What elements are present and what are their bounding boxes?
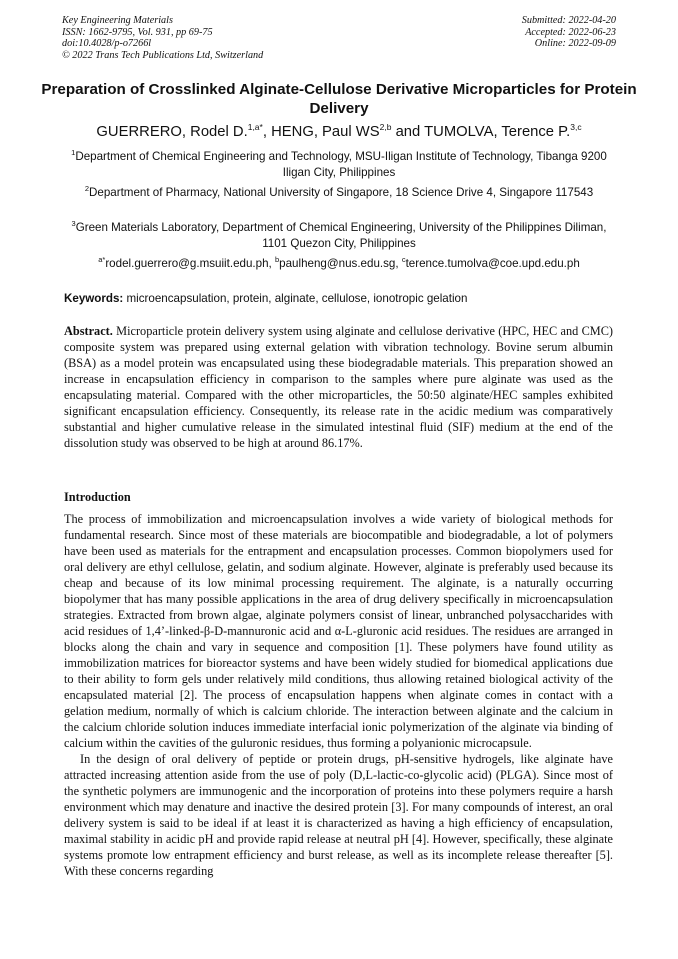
journal-name: Key Engineering Materials [62, 15, 173, 26]
affiliation-text: Department of Chemical Engineering and Technology, MSU-Iligan Institute of Technology, Tibanga 9200 Iligan City, Philippines [75, 150, 607, 179]
affiliation-number: 3 [71, 219, 76, 229]
keywords-line [64, 291, 616, 307]
abstract-text: Microparticle protein delivery system using alginate and cellulose derivative (HPC, HEC and CMC) composite system was prepared using external gelation with vibration technology. Bovine serum albumin (BSA) as a model protein was encapsulated using these biodegradable materials. This preparation showed an increase in encapsulation efficiency in comparison to the samples where pure alginate was used as the encapsulating material. Compared with the other microparticles, the 50:50 alginate/HEC samples exhibited significant encapsulation efficiency. Consequently, its release rate in the acidic medium was comparatively substantial and higher cumulative release in the simulated intestinal fluid (SIF) medium at the end of the dissolution study was observed to be high at around 86.17%. [64, 324, 614, 451]
affiliation-number: 2 [84, 184, 89, 194]
journal-copyright: © 2022 Trans Tech Publications Ltd, Switzerland [62, 49, 264, 61]
email-link[interactable]: terence.tumolva@coe.upd.edu.ph [405, 257, 580, 270]
date-submitted: Submitted: 2022-04-20 [521, 15, 616, 26]
email-superscript: c [401, 255, 406, 265]
email-separator: , [395, 257, 402, 270]
paper-title: Preparation of Crosslinked Alginate-Cellulose Derivative Microparticles for Protein Delivery [41, 81, 637, 117]
abstract-paragraph [64, 323, 613, 451]
journal-info-block [62, 15, 263, 61]
author-superscript: 3,c [570, 122, 582, 133]
author-separator: , [262, 124, 272, 140]
keywords-text: microencapsulation, protein, alginate, cellulose, ionotropic gelation [126, 292, 468, 305]
section-heading: Introduction [64, 490, 131, 504]
keywords-label: Keywords: [64, 292, 124, 305]
email-link[interactable]: rodel.guerrero@g.msuiit.edu.ph [105, 257, 269, 270]
author-superscript: 1,a* [247, 122, 263, 133]
journal-issn: ISSN: 1662-9795, Vol. 931, pp 69-75 [62, 26, 213, 38]
date-online: Online: 2022-09-09 [534, 38, 616, 50]
abstract-label: Abstract. [64, 324, 113, 338]
author-name: HENG, Paul WS [271, 124, 380, 140]
author-separator: and [391, 124, 425, 140]
author-name: GUERRERO, Rodel D. [96, 124, 248, 140]
date-accepted: Accepted: 2022-06-23 [525, 26, 616, 38]
body-paragraph: The process of immobilization and microencapsulation involves a wide variety of biological methods for fundamental research. Since most of these materials are biocompatible and biodegradable, a lot of polymers have been used as materials for the entrapment and encapsulation processes. Common biopolymers used for oral delivery are ethyl cellulose, gelatin, and sodium alginate. However, alginate is preferably used because its cheap and because of its low minimal processing requirement. The alginate, is a naturally occurring biopolymer that has many possible applications in the area of drug delivery specifically in microencapsulation strategies. Extracted from brown algae, alginate polymers consist of linear, unbranched polysaccharides with acid residues of 1,4’-linked-β-D-mannuronic acid and α-L-gluronic acid residues. The residues are arranged in blocks along the chain and vary in sequence and composition [1]. These polymers have found utility as immobilization matrices for bioreactor systems and have been widely studied for biomedical applications due to their ability to form gels under relatively mild conditions, thus allowing retained biological activity of the encapsulated material [2]. The process of encapsulation happens when alginate comes in contact with a gelation medium, normally of which is calcium chloride. The interaction between alginate and the calcium in the calcium chloride solution induces immediate interfacial ionic polymerization of the alginate via binding of calcium within the cavities of the guluronic residues, thus forming a polyanionic microcapsule. [64, 512, 613, 751]
affiliation [60, 220, 618, 252]
email-superscript: b [274, 255, 280, 265]
email-separator: , [268, 257, 275, 270]
body-paragraph: In the design of oral delivery of peptide or protein drugs, pH-sensitive hydrogels, like alginate have attracted increasing attention aside from the use of poly (D,L-lactic-co-glycolic acid) (PLGA). Since most of the synthetic polymers are immunogenic and the incorporation of proteins into these polymers require a harsh environment which may denature and inactive the desired protein [3]. For many compounds of interest, an oral delivery system is said to be ideal if at least it is characterized as having a high efficiency of encapsulation, maximal stability in acidic pH and provide rapid release at neutral pH [4]. However, specifically, these alginate systems promote low entrapment efficiency and burst release, as well as its incomplete release thereafter [5]. With these concerns regarding [64, 752, 613, 879]
affiliation-text: Department of Pharmacy, National University of Singapore, 18 Science Drive 4, Singapore 117543 [89, 186, 594, 199]
author-name: TUMOLVA, Terence P. [424, 124, 571, 140]
introduction-body [64, 511, 613, 879]
author-list [30, 123, 648, 141]
affiliation-text: Green Materials Laboratory, Department of Chemical Engineering, University of the Philippines Diliman, 1101 Quezon City, Philippines [75, 221, 607, 250]
publication-dates-block [522, 15, 616, 50]
email-link[interactable]: paulheng@nus.edu.sg [279, 257, 396, 270]
email-superscript: a* [98, 255, 106, 265]
affiliation-number: 1 [71, 148, 76, 158]
affiliation [60, 149, 618, 181]
author-superscript: 2,b [379, 122, 392, 133]
author-emails [30, 256, 648, 272]
journal-doi: doi:10.4028/p-o7266l [62, 38, 152, 50]
affiliation [60, 185, 618, 201]
